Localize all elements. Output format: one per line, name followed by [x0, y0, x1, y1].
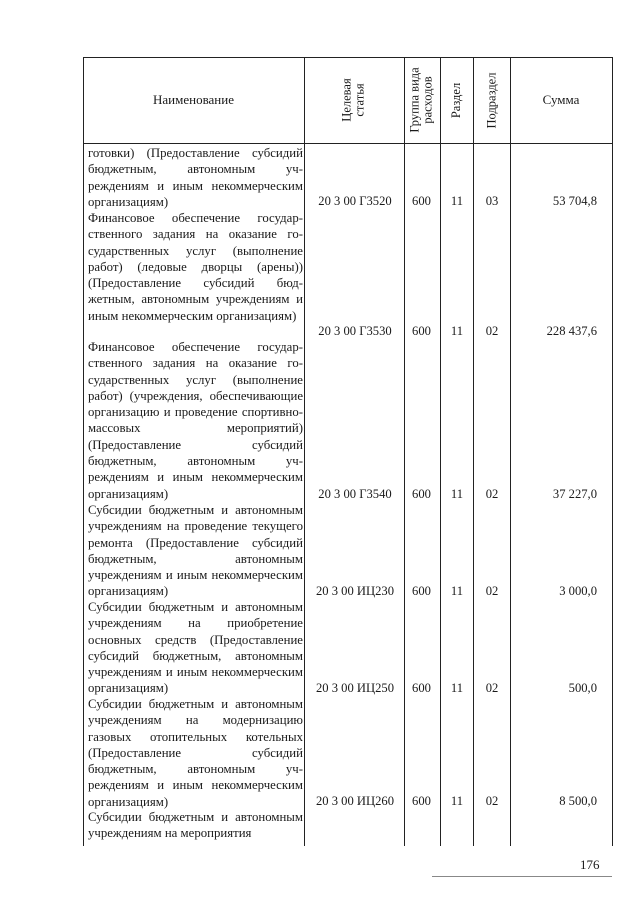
row-sum: 8 500,0 [559, 794, 597, 808]
header-expense-group [404, 57, 440, 143]
row-name: Субсидии бюджетным и автономным учреждениям на мероприятия [88, 810, 303, 841]
header-name [83, 57, 304, 143]
row-name: Субсидии бюджетным и автономным учреждениям на модернизацию газовых отопительных котельных (Предоставление субсидий бюджетным, автономным учреждениям и иным некоммерческим организациям) [88, 697, 303, 809]
row-code: 20 3 00 ИЦ230 [315, 584, 394, 598]
column-border [440, 57, 441, 846]
header-subsection [473, 57, 510, 143]
header-target [304, 57, 404, 143]
header-bottom-border [83, 143, 613, 144]
row-group: 600 [412, 324, 431, 338]
row-code: 20 3 00 Г3540 [318, 487, 392, 501]
row-group: 600 [412, 194, 431, 208]
row-group: 600 [412, 794, 431, 808]
row-section: 11 [450, 487, 464, 501]
column-border [83, 57, 84, 846]
row-section: 11 [450, 584, 464, 598]
row-code: 20 3 00 ИЦ260 [315, 794, 394, 808]
row-subsection: 02 [485, 324, 499, 338]
row-subsection: 02 [485, 681, 499, 695]
header-section-label: Раздел [449, 82, 464, 118]
header-target-label: Целевая статья [340, 78, 367, 122]
row-section: 11 [450, 794, 464, 808]
row-sum: 3 000,0 [559, 584, 597, 598]
row-subsection: 02 [485, 584, 499, 598]
row-subsection: 02 [485, 487, 499, 501]
row-name: Субсидии бюджетным и автономным учреждениям на проведение текущего ремонта (Предоставление субсидий бюджетным, автономным учреждениям и иным некоммерческим организациям) [88, 503, 303, 599]
row-group: 600 [412, 681, 431, 695]
page-number: 176 [580, 857, 600, 872]
row-sum: 500,0 [568, 681, 597, 695]
row-name: готовки) (Предоставление субсидий бюджетным, автономным учреждениям и иным некоммерческим организациям) [88, 146, 303, 209]
row-group: 600 [412, 487, 431, 501]
header-sum [510, 57, 612, 143]
header-name-label: Наименование [153, 92, 234, 107]
budget-table [83, 57, 613, 846]
row-name: Финансовое обеспечение государственного задания на оказание государственных услуг (выполнение работ) (ледовые дворцы (арены)) (Предоставление субсидий бюджетным, автономным учреждениям и иным некоммерческим организациям) [88, 211, 303, 323]
row-name: Финансовое обеспечение государственного задания на оказание государственных услуг (выполнение работ) (учреждения, обеспечивающие организацию и проведение спортивно-массовых мероприятий) (Предоставление субсидий бюджетным, автономным учреждениям и иным некоммерческим организациям) [88, 340, 303, 501]
column-border [510, 57, 511, 846]
row-code: 20 3 00 Г3530 [318, 324, 392, 338]
header-sum-label: Сумма [542, 92, 580, 107]
row-section: 11 [450, 681, 464, 695]
row-code: 20 3 00 ИЦ250 [315, 681, 394, 695]
row-section: 11 [450, 324, 464, 338]
header-section [440, 57, 473, 143]
column-border [304, 57, 305, 846]
column-border [612, 57, 613, 846]
row-subsection: 02 [485, 794, 499, 808]
row-group: 600 [412, 584, 431, 598]
header-expense-group-label: Группа вида расходов [408, 67, 436, 133]
column-border [473, 57, 474, 846]
row-sum: 37 227,0 [552, 487, 597, 501]
row-name: Субсидии бюджетным и автономным учреждениям на приобретение основных средств (Предоставление субсидий бюджетным, автономным учреждениям и иным некоммерческим организациям) [88, 600, 303, 696]
row-section: 11 [450, 194, 464, 208]
row-sum: 53 704,8 [552, 194, 597, 208]
row-sum: 228 437,6 [546, 324, 597, 338]
row-subsection: 03 [485, 194, 499, 208]
column-border [404, 57, 405, 846]
row-code: 20 3 00 Г3520 [318, 194, 392, 208]
header-subsection-label: Подраздел [484, 72, 498, 128]
footer-rule [432, 876, 612, 877]
